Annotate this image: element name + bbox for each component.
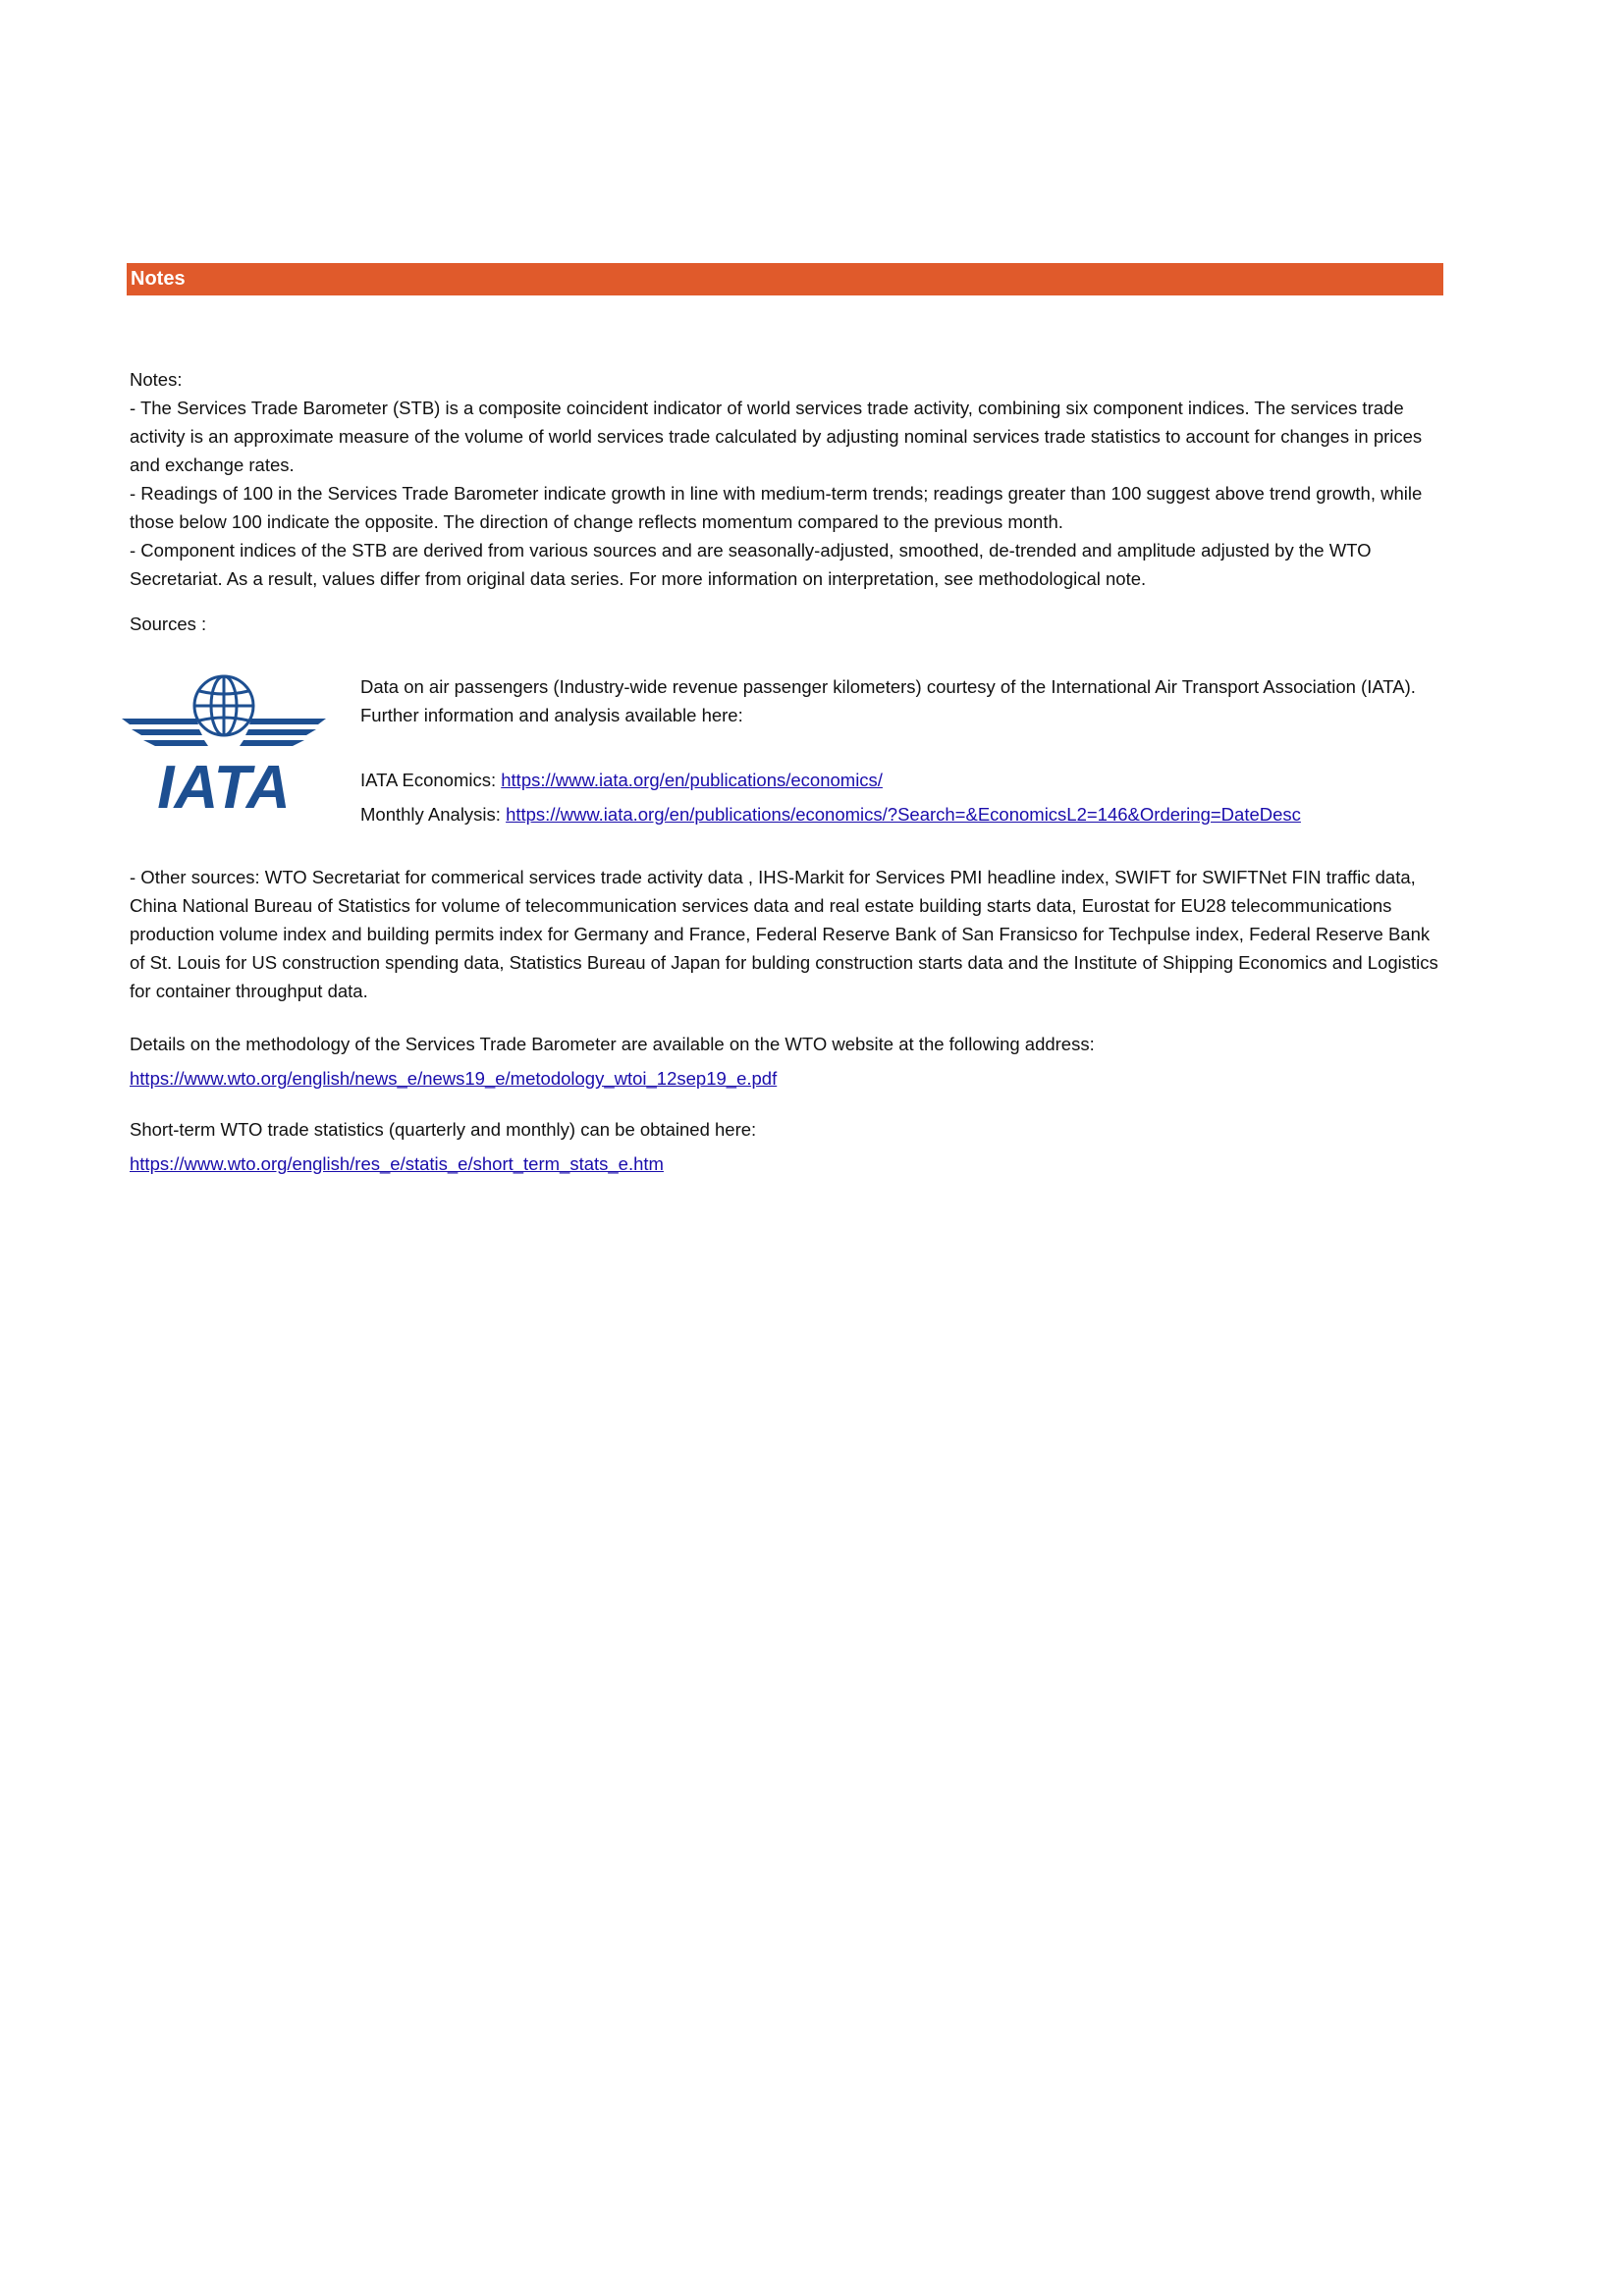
notes-paragraph-1: - The Services Trade Barometer (STB) is a composite coincident indicator of world services trade activity, combining six component indices. The services trade activity is an approximate measure of the volume of world services trade calculated by adjusting nominal services trade statistics to account for changes in prices and exchange rates. xyxy=(130,398,1423,475)
iata-economics-line xyxy=(360,766,1440,794)
short-term-link[interactable]: https://www.wto.org/english/res_e/statis_e/short_term_stats_e.htm xyxy=(130,1153,664,1174)
iata-monthly-line xyxy=(360,800,1440,828)
iata-logo-text: IATA xyxy=(157,754,291,815)
iata-monthly-link[interactable]: https://www.iata.org/en/publications/economics/?Search=&EconomicsL2=146&Ordering=DateDesc xyxy=(506,804,1301,825)
notes-paragraph-3: - Component indices of the STB are derived from various sources and are seasonally-adjusted, smoothed, de-trended and amplitude adjusted by the WTO Secretariat. As a result, values differ from original data series. For more information on interpretation, see methodological note. xyxy=(130,540,1372,589)
notes-heading: Notes: xyxy=(130,369,183,390)
sources-label: Sources : xyxy=(130,614,207,634)
iata-economics-link[interactable]: https://www.iata.org/en/publications/economics/ xyxy=(501,770,883,790)
iata-economics-label: IATA Economics: xyxy=(360,770,502,790)
notes-section xyxy=(130,365,1445,593)
methodology-link[interactable]: https://www.wto.org/english/news_e/news19_e/metodology_wtoi_12sep19_e.pdf xyxy=(130,1068,778,1089)
notes-paragraph-2: - Readings of 100 in the Services Trade Barometer indicate growth in line with medium-term trends; readings greater than 100 suggest above trend growth, while those below 100 indicate the opposite. The direction of change reflects momentum compared to the previous month. xyxy=(130,483,1423,532)
iata-monthly-label: Monthly Analysis: xyxy=(360,804,507,825)
iata-logo-icon xyxy=(122,672,326,815)
other-sources xyxy=(130,863,1445,1005)
methodology-text: Details on the methodology of the Services Trade Barometer are available on the WTO website at the following address: xyxy=(130,1034,1095,1054)
notes-header: Notes xyxy=(127,263,1443,295)
short-term-text: Short-term WTO trade statistics (quarterly and monthly) can be obtained here: xyxy=(130,1119,757,1140)
iata-description: Data on air passengers (Industry-wide revenue passenger kilometers) courtesy of the International Air Transport Association (IATA). Further information and analysis available here: xyxy=(360,676,1416,725)
other-sources-text: - Other sources: WTO Secretariat for commerical services trade activity data , IHS-Markit for Services PMI headline index, SWIFT for SWIFTNet FIN traffic data, China National Bureau of Statistics for volume of telecommunication services data and real estate building starts data, Eurostat for EU28 telecommunications production volume index and building permits index for Germany and France, Federal Reserve Bank of San Fransicso for Techpulse index, Federal Reserve Bank of St. Louis for US construction spending data, Statistics Bureau of Japan for bulding construction starts data and the Institute of Shipping Economics and Logistics for container throughput data. xyxy=(130,867,1438,1001)
